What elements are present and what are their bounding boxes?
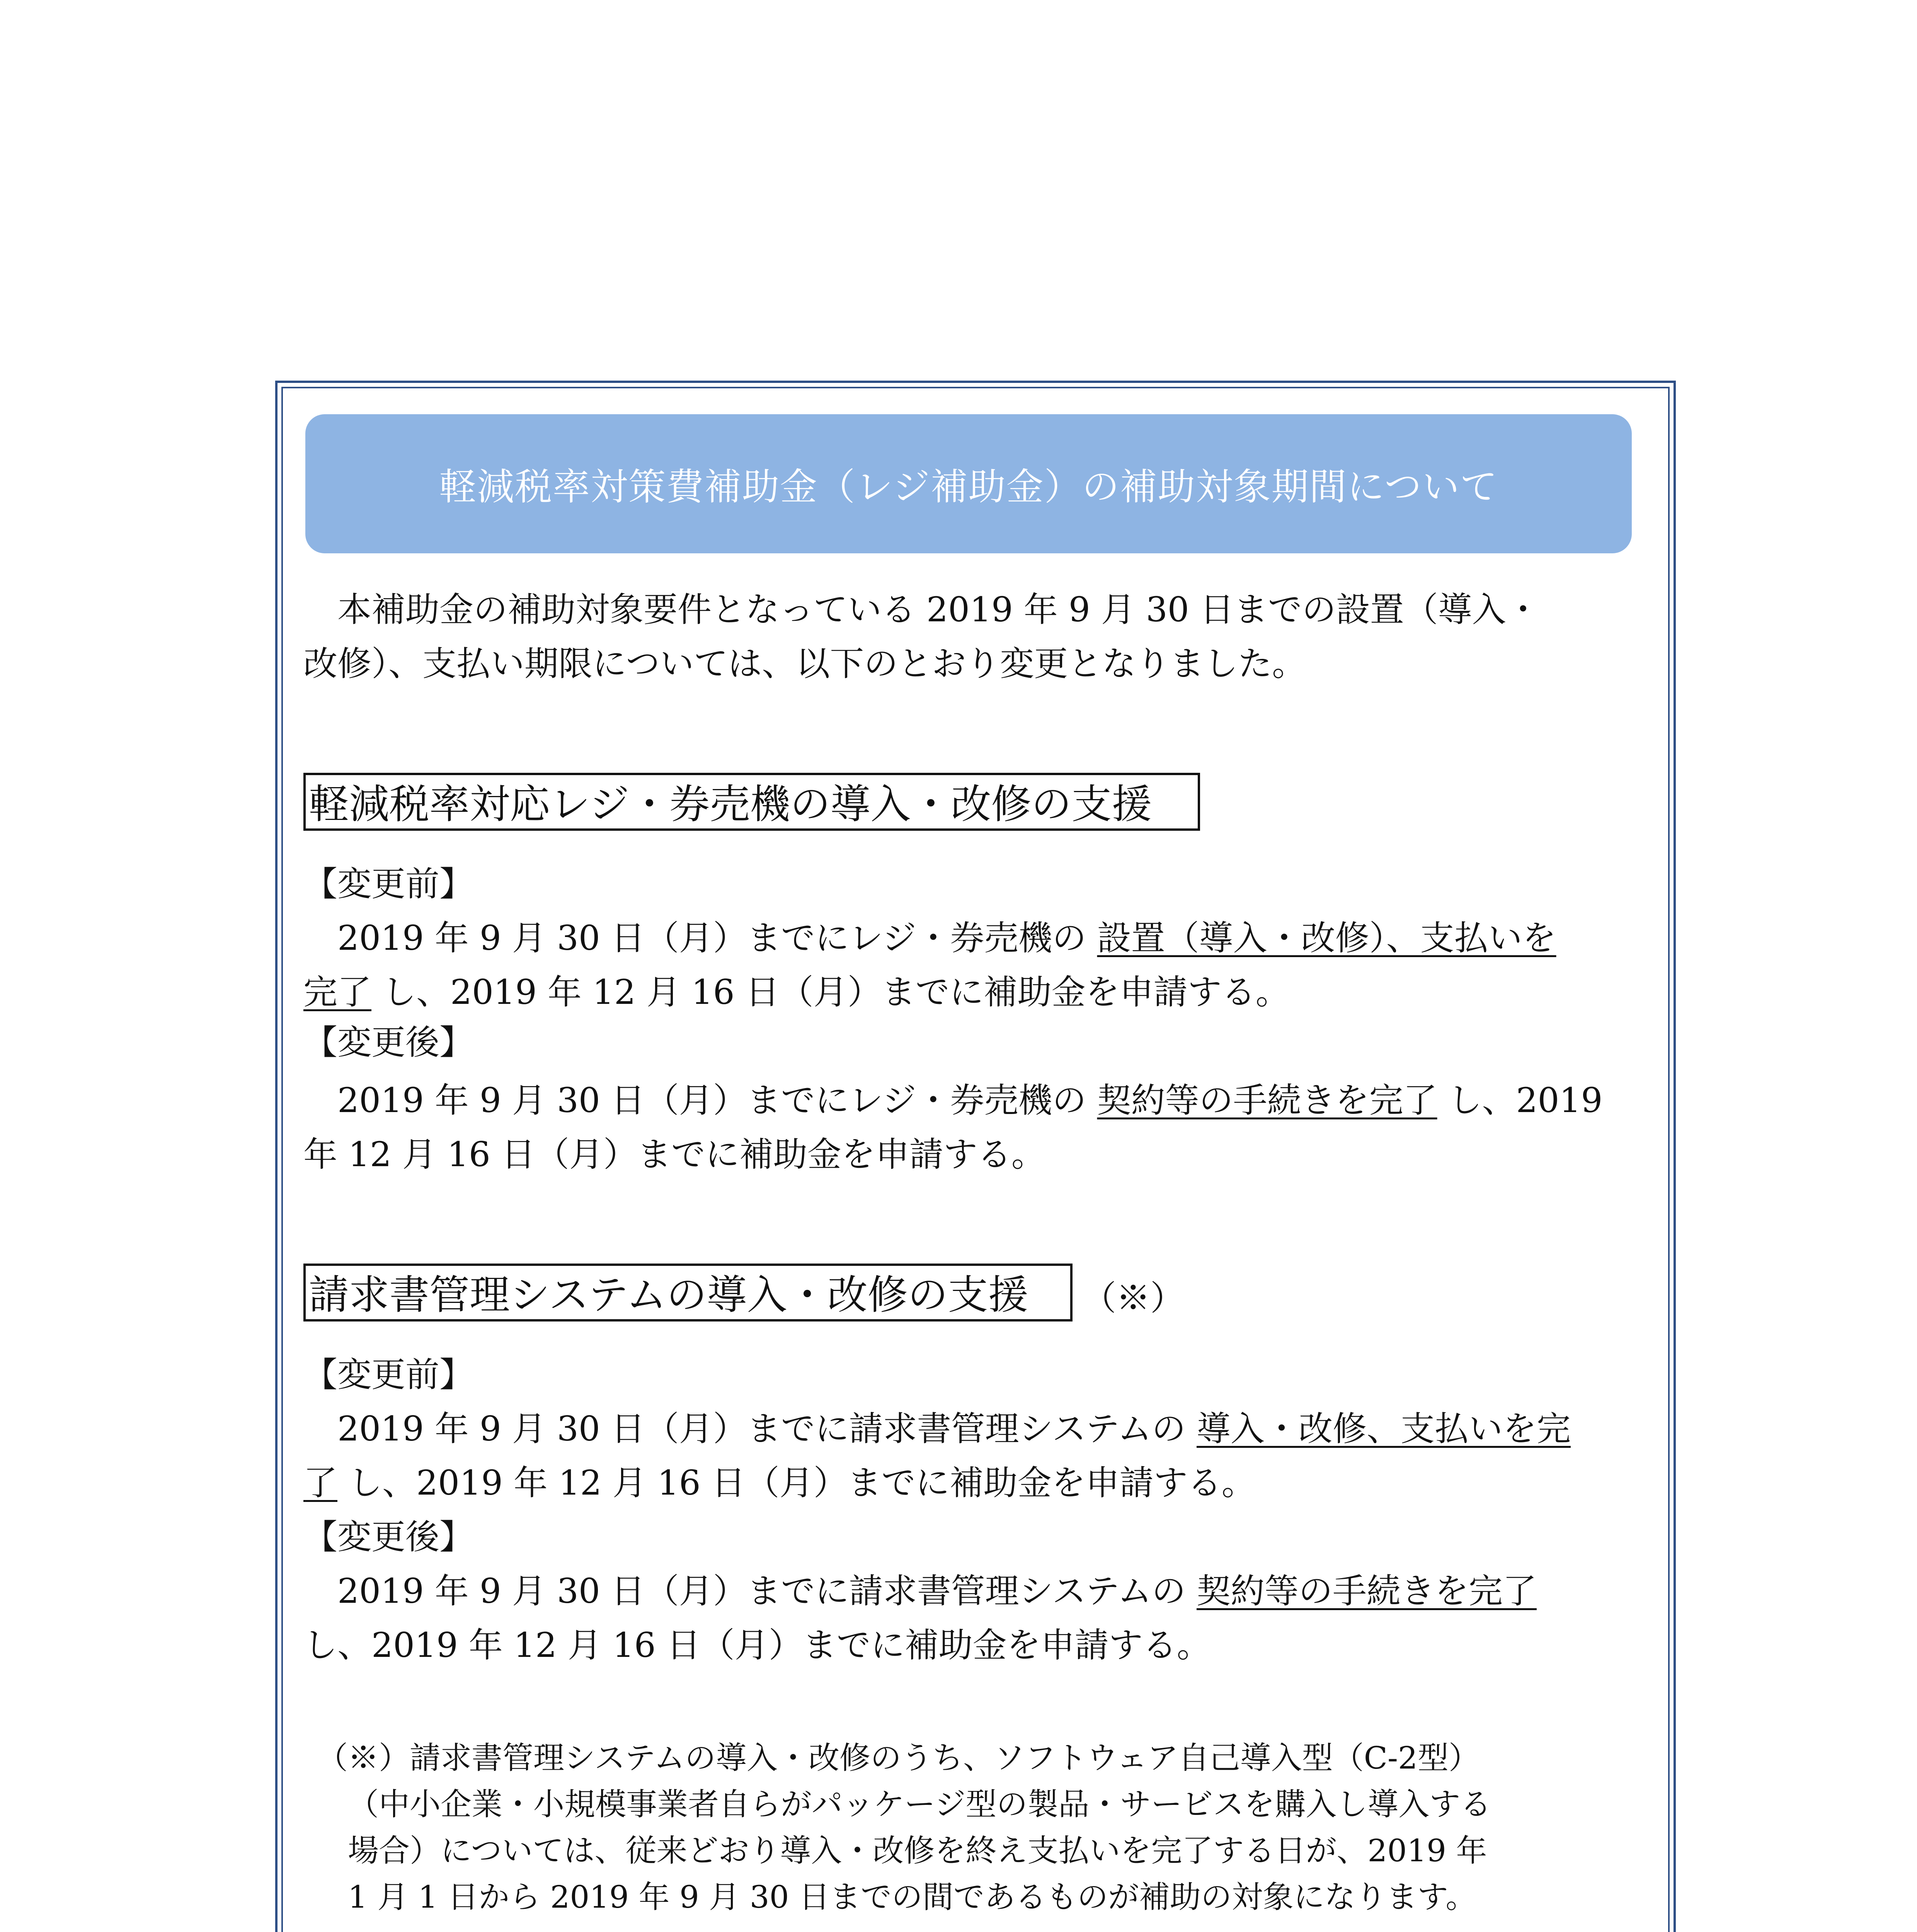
note-line-3: 場合）については、従来どおり導入・改修を終え支払いを完了する日が、2019 年 [348, 1833, 1487, 1869]
section1-after-line-1: 2019 年 9 月 30 日（月）までにレジ・券売機の 契約等の手続きを完了 し、2019 [303, 1080, 1603, 1120]
section2-before-line-2: 了 し、2019 年 12 月 16 日（月）までに補助金を申請する。 [303, 1463, 1256, 1503]
section1-before-line-2: 完了 し、2019 年 12 月 16 日（月）までに補助金を申請する。 [303, 972, 1290, 1012]
section1-before-label: 【変更前】 [303, 864, 474, 904]
note-line-4: 1 月 1 日から 2019 年 9 月 30 日までの間であるものが補助の対象になります。 [348, 1879, 1477, 1915]
intro-line-2: 改修）、支払い期限については、以下のとおり変更となりました。 [303, 644, 1306, 684]
section2-before-label: 【変更前】 [303, 1355, 474, 1395]
section1-before-line-1: 2019 年 9 月 30 日（月）までにレジ・券売機の 設置（導入・改修）、支払いを [303, 918, 1556, 958]
section1-heading: 軽減税率対応レジ・券売機の導入・改修の支援 [303, 773, 1200, 831]
section2-heading: 請求書管理システムの導入・改修の支援 [303, 1264, 1073, 1321]
page-title: 軽減税率対策費補助金（レジ補助金）の補助対象期間について [305, 414, 1632, 553]
section2-heading-note-mark: （※） [1082, 1278, 1185, 1318]
intro-line-1: 本補助金の補助対象要件となっている 2019 年 9 月 30 日までの設置（導入・ [303, 590, 1540, 629]
section1-after-line-2: 年 12 月 16 日（月）までに補助金を申請する。 [303, 1134, 1045, 1174]
section2-before-line-1: 2019 年 9 月 30 日（月）までに請求書管理システムの 導入・改修、支払いを完 [303, 1409, 1571, 1449]
section2-after-line-1: 2019 年 9 月 30 日（月）までに請求書管理システムの 契約等の手続きを完了 [303, 1571, 1537, 1611]
note-line-2: （中小企業・小規模事業者自らがパッケージ型の製品・サービスを購入し導入する [348, 1786, 1491, 1822]
note-line-1: （※）請求書管理システムの導入・改修のうち、ソフトウェア自己導入型（C-2型） [317, 1740, 1479, 1776]
section1-after-label: 【変更後】 [303, 1022, 474, 1062]
section2-after-label: 【変更後】 [303, 1517, 474, 1557]
section2-after-line-2: し、2019 年 12 月 16 日（月）までに補助金を申請する。 [303, 1625, 1211, 1665]
